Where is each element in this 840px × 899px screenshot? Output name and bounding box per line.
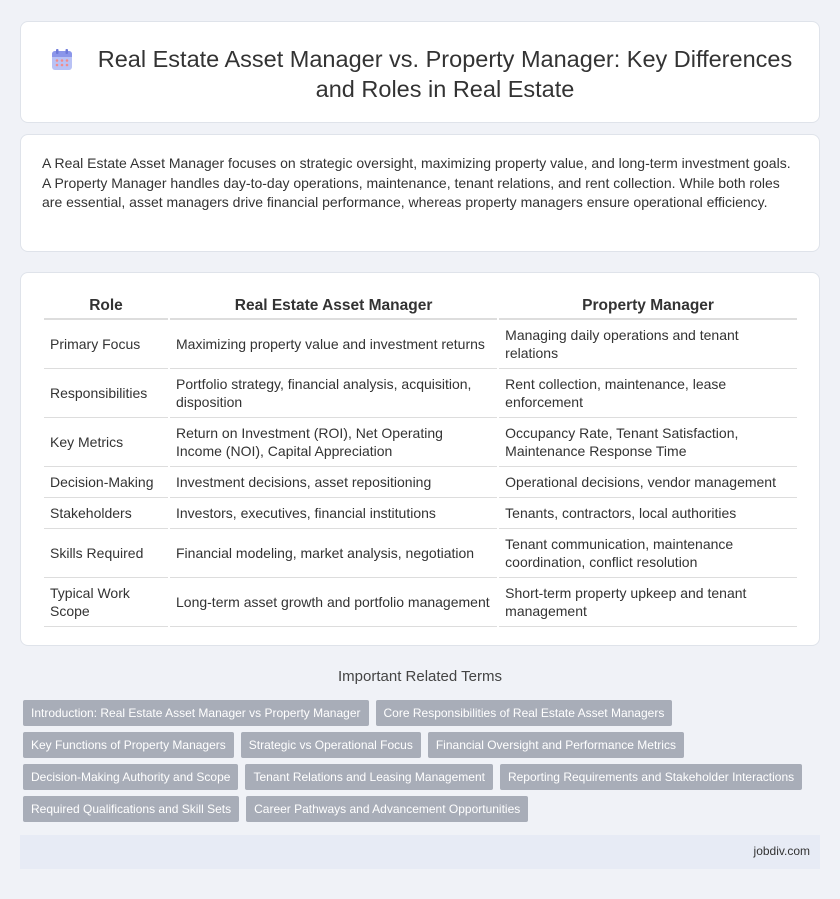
related-term-tag[interactable]: Core Responsibilities of Real Estate Asset Managers xyxy=(376,700,673,726)
related-terms-list xyxy=(23,700,803,822)
table-row xyxy=(44,369,797,418)
footer xyxy=(20,835,820,869)
table-cell: Investors, executives, financial institutions xyxy=(170,498,497,529)
related-term-tag[interactable]: Decision-Making Authority and Scope xyxy=(23,764,238,790)
summary-card xyxy=(20,134,820,252)
related-term-tag[interactable]: Tenant Relations and Leasing Management xyxy=(245,764,493,790)
header-card xyxy=(20,21,820,123)
table-row xyxy=(44,467,797,498)
row-label: Typical Work Scope xyxy=(44,578,168,627)
column-header-property-manager: Property Manager xyxy=(499,295,797,320)
row-label: Responsibilities xyxy=(44,369,168,418)
table-row xyxy=(44,529,797,578)
related-term-tag[interactable]: Key Functions of Property Managers xyxy=(23,732,234,758)
related-term-tag[interactable]: Introduction: Real Estate Asset Manager vs Property Manager xyxy=(23,700,369,726)
table-cell: Investment decisions, asset repositioning xyxy=(170,467,497,498)
table-cell: Rent collection, maintenance, lease enforcement xyxy=(499,369,797,418)
table-row xyxy=(44,320,797,369)
table-cell: Occupancy Rate, Tenant Satisfaction, Maintenance Response Time xyxy=(499,418,797,467)
column-header-asset-manager: Real Estate Asset Manager xyxy=(170,295,497,320)
table-cell: Managing daily operations and tenant relations xyxy=(499,320,797,369)
table-cell: Tenant communication, maintenance coordination, conflict resolution xyxy=(499,529,797,578)
page-title: Real Estate Asset Manager vs. Property Manager: Key Differences and Roles in Real Estate xyxy=(97,46,793,102)
row-label: Decision-Making xyxy=(44,467,168,498)
comparison-table xyxy=(42,295,799,627)
column-header-role: Role xyxy=(44,295,168,320)
related-term-tag[interactable]: Financial Oversight and Performance Metrics xyxy=(428,732,684,758)
row-label: Stakeholders xyxy=(44,498,168,529)
row-label: Key Metrics xyxy=(44,418,168,467)
summary-text: A Real Estate Asset Manager focuses on strategic oversight, maximizing property value, and long-term investment goals. A Property Manager handles day-to-day operations, maintenance, tenant relations, and rent collection. While both roles are essential, asset managers drive financial performance, whereas property managers ensure operational efficiency. xyxy=(42,155,791,210)
comparison-table-card xyxy=(20,272,820,646)
table-row xyxy=(44,578,797,627)
table-row xyxy=(44,418,797,467)
table-cell: Return on Investment (ROI), Net Operating Income (NOI), Capital Appreciation xyxy=(170,418,497,467)
table-cell: Financial modeling, market analysis, negotiation xyxy=(170,529,497,578)
table-cell: Short-term property upkeep and tenant management xyxy=(499,578,797,627)
calendar-icon xyxy=(50,48,74,72)
row-label: Primary Focus xyxy=(44,320,168,369)
footer-site-link[interactable]: jobdiv.com xyxy=(753,844,810,858)
table-cell: Operational decisions, vendor management xyxy=(499,467,797,498)
table-cell: Tenants, contractors, local authorities xyxy=(499,498,797,529)
related-term-tag[interactable]: Reporting Requirements and Stakeholder Interactions xyxy=(500,764,802,790)
table-row xyxy=(44,498,797,529)
related-term-tag[interactable]: Strategic vs Operational Focus xyxy=(241,732,421,758)
table-cell: Long-term asset growth and portfolio management xyxy=(170,578,497,627)
related-terms-title: Important Related Terms xyxy=(338,668,502,685)
related-term-tag[interactable]: Required Qualifications and Skill Sets xyxy=(23,796,239,822)
row-label: Skills Required xyxy=(44,529,168,578)
table-cell: Maximizing property value and investment returns xyxy=(170,320,497,369)
related-term-tag[interactable]: Career Pathways and Advancement Opportunities xyxy=(246,796,528,822)
table-cell: Portfolio strategy, financial analysis, acquisition, disposition xyxy=(170,369,497,418)
